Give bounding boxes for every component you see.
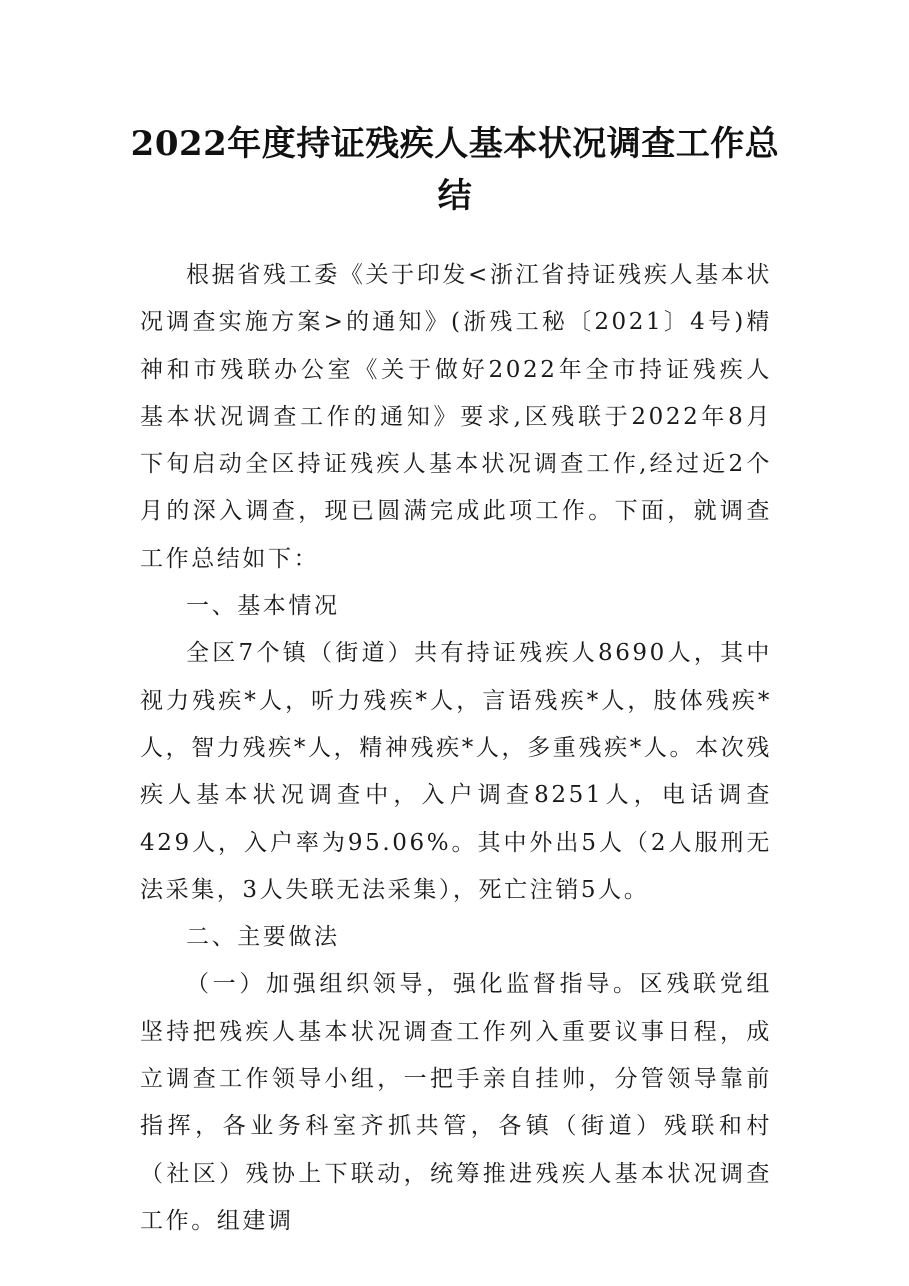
section-heading-main-practices: 二、主要做法 (186, 924, 340, 951)
paragraph-intro: 根据省残工委《关于印发<浙江省持证残疾人基本状况调查实施方案>的通知》(浙残工秘〔2021〕4号)精神和市残联办公室《关于做好2022年全市持证残疾人基本状况调查工作的通知》要求,区残联于2022年8月下旬启动全区持证残疾人基本状况调查工作,经过近2个月的深入调查，现已圆满完成此项工作。下面，就调查工作总结如下： (140, 262, 772, 572)
paragraph-main-practices-1: （一）加强组织领导，强化监督指导。区残联党组坚持把残疾人基本状况调查工作列入重要议事日程，成立调查工作领导小组，一把手亲自挂帅，分管领导靠前指挥，各业务科室齐抓共管，各镇（街道）残联和村（社区）残协上下联动，统筹推进残疾人基本状况调查工作。组建调 (140, 971, 772, 1234)
section-heading-basic-situation: 一、基本情况 (186, 593, 340, 620)
document-title: 2022年度持证残疾人基本状况调查工作总结 (130, 124, 780, 216)
document-body (140, 252, 772, 1245)
paragraph-basic-situation: 全区7个镇（街道）共有持证残疾人8690人，其中视力残疾*人，听力残疾*人，言语残疾*人，肢体残疾*人，智力残疾*人，精神残疾*人，多重残疾*人。本次残疾人基本状况调查中，入户调查8251人，电话调查429人，入户率为95.06%。其中外出5人（2人服刑无法采集，3人失联无法采集），死亡注销5人。 (140, 640, 772, 903)
